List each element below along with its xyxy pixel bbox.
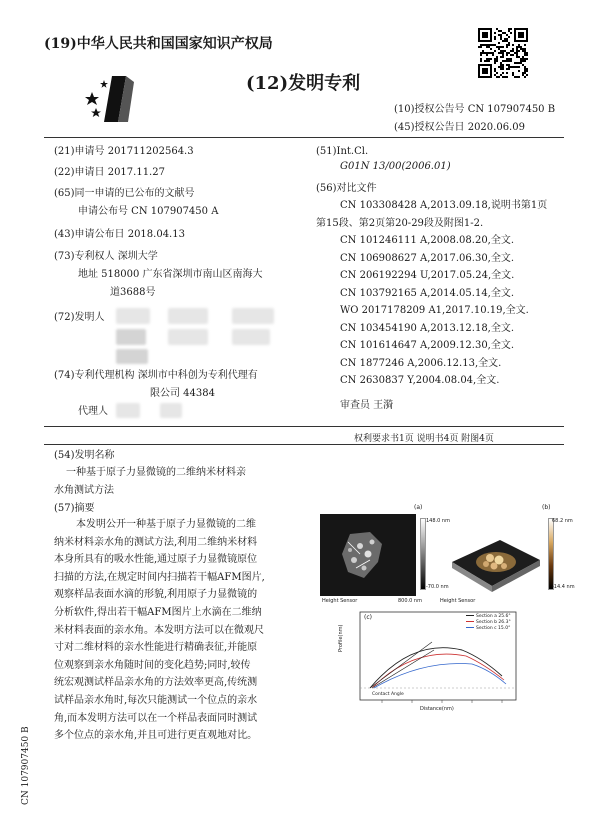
abstract-figure — [316, 502, 575, 734]
afm-image-b — [444, 512, 544, 600]
redacted-inventor-5 — [168, 329, 208, 345]
redacted-inventor-3 — [232, 308, 274, 324]
abstract-label: (57)摘要 — [54, 503, 95, 514]
ipc-code: G01N 13/00(2006.01) — [340, 161, 451, 172]
abstract-line: 寸对二维材料的亲水性能进行精确表征,并能原 — [54, 642, 258, 654]
address-line-1: 地址 518000 广东省深圳市南山区南海大 — [78, 269, 263, 280]
pages-divider — [44, 426, 564, 427]
references-list — [316, 199, 566, 391]
caption-b: Height Sensor — [440, 598, 476, 604]
inventors-label: (72)发明人 — [54, 312, 105, 323]
agent-label: 代理人 — [78, 406, 108, 417]
abstract-line: 本身所具有的吸水性能,通过原子力显微镜原位 — [54, 554, 258, 566]
panel-a-label: (a) — [414, 504, 423, 511]
colorbar-b-bottom: -14.4 nm — [552, 584, 575, 590]
reference-item: CN 1877246 A,2006.12.13,全文. — [340, 357, 502, 369]
reference-item: CN 206192294 U,2017.05.24,全文. — [340, 270, 515, 281]
colorbar-a — [420, 518, 426, 590]
redacted-inventor-1 — [116, 308, 150, 324]
legend-entry: Section b 26.3° — [466, 620, 511, 626]
invention-title-line-2: 水角测试方法 — [54, 485, 114, 496]
address-line-2: 道3688号 — [110, 287, 156, 298]
patentee: (73)专利权人 深圳大学 — [54, 251, 158, 262]
abstract-line: 位观察到亲水角随时间的变化趋势;同时,较传 — [54, 659, 251, 671]
abstract-line: 观察样品表面水滴的形貌,利用原子力显微镜的 — [54, 589, 258, 601]
caption-a-left: Height Sensor — [322, 598, 358, 604]
colorbar-a-bottom: -70.0 nm — [426, 584, 449, 590]
contact-angle-annotation: Contact Angle — [372, 692, 404, 697]
publication-date: (43)申请公布日 2018.04.13 — [54, 229, 185, 240]
abstract-body — [54, 518, 300, 747]
reference-item: 第15段、第2页第20-29段及附图1-2. — [316, 217, 484, 229]
colorbar-a-top: 148.0 nm — [426, 518, 450, 524]
agency-line-2: 限公司 44384 — [150, 388, 215, 399]
reference-item: CN 2630837 Y,2004.08.04,全文. — [340, 375, 500, 386]
prior-publication-number: 申请公布号 CN 107907450 A — [78, 206, 219, 217]
abstract-line: 扫描的方法,在规定时间内扫描若干幅AFM图片, — [54, 571, 265, 583]
legend-entry: Section c 15.0° — [466, 626, 511, 632]
reference-item: WO 2017178209 A1,2017.10.19,全文. — [340, 305, 529, 316]
reference-item: CN 101614647 A,2009.12.30,全文. — [340, 340, 515, 351]
afm-image-a — [320, 514, 416, 596]
plot-legend — [466, 614, 511, 632]
redacted-inventor-7 — [116, 349, 148, 364]
reference-item: CN 103308428 A,2013.09.18,说明书第1页 — [340, 200, 548, 211]
office-name: (19)中华人民共和国国家知识产权局 — [44, 36, 273, 52]
int-cl-label: (51)Int.Cl. — [316, 146, 369, 157]
abstract-line: 统宏观测试样品亲水角的方法效率更高,传统测 — [54, 677, 258, 689]
panel-b-label: (b) — [542, 504, 551, 511]
legend-entry: Section a 25.6° — [466, 614, 511, 620]
application-date: (22)申请日 2017.11.27 — [54, 167, 165, 178]
abstract-line: 试样品亲水角时,每次只能测试一个位点的亲水 — [54, 694, 258, 706]
redacted-agent-1 — [116, 403, 140, 418]
header-divider — [44, 137, 564, 138]
reference-item: CN 101246111 A,2008.08.20,全文. — [340, 235, 515, 246]
invention-title-line-1: 一种基于原子力显微镜的二维纳米材料亲 — [66, 467, 246, 478]
abstract-line: 本发明公开一种基于原子力显微镜的二维 — [76, 519, 256, 530]
redacted-inventor-4 — [116, 329, 146, 345]
section-divider — [44, 444, 564, 445]
abstract-line: 多个位点的亲水角,并且可进行更直观地对比。 — [54, 730, 258, 742]
redacted-inventor-6 — [232, 329, 270, 345]
page-counts: 权利要求书1页 说明书4页 附图4页 — [354, 434, 494, 444]
title-label: (54)发明名称 — [54, 450, 115, 461]
abstract-line: 分析软件,得出若干幅AFM图片上水滴在二维纳 — [54, 606, 262, 618]
colorbar-b-top: 68.2 nm — [552, 518, 573, 524]
plot-ylabel: Profile(nm) — [338, 624, 344, 652]
caption-a-right: 800.0 nm — [398, 598, 422, 604]
agency-line-1: (74)专利代理机构 深圳市中科创为专利代理有 — [54, 370, 258, 381]
redacted-agent-2 — [160, 403, 182, 418]
qr-code — [478, 28, 528, 78]
plot-xlabel: Distance(nm) — [420, 706, 454, 712]
reference-item: CN 106908627 A,2017.06.30,全文. — [340, 252, 515, 264]
abstract-line: 米材料表面的亲水角。本发明方法可以在微观尺 — [54, 624, 264, 636]
examiner: 审查员 王漪 — [340, 400, 394, 411]
redacted-inventor-2 — [168, 308, 208, 324]
abstract-line: 纳米材料亲水角的测试方法,利用二维纳米材料 — [54, 536, 258, 548]
panel-c-label: (c) — [364, 614, 372, 621]
grant-number: (10)授权公告号 CN 107907450 B — [394, 104, 556, 115]
prior-publication-title: (65)同一申请的已公布的文献号 — [54, 188, 195, 199]
document-type: (12)发明专利 — [246, 73, 361, 94]
colorbar-b — [548, 518, 554, 590]
cnipa-logo — [82, 72, 138, 124]
side-patent-number: CN 107907450 B — [21, 726, 31, 805]
abstract-line: 角,而本发明方法可以在一个样品表面同时测试 — [54, 712, 258, 724]
reference-item: CN 103792165 A,2014.05.14,全文. — [340, 287, 515, 299]
references-title: (56)对比文件 — [316, 183, 377, 194]
application-number: (21)申请号 201711202564.3 — [54, 146, 194, 157]
reference-item: CN 103454190 A,2013.12.18,全文. — [340, 322, 515, 334]
grant-date: (45)授权公告日 2020.06.09 — [394, 122, 525, 133]
